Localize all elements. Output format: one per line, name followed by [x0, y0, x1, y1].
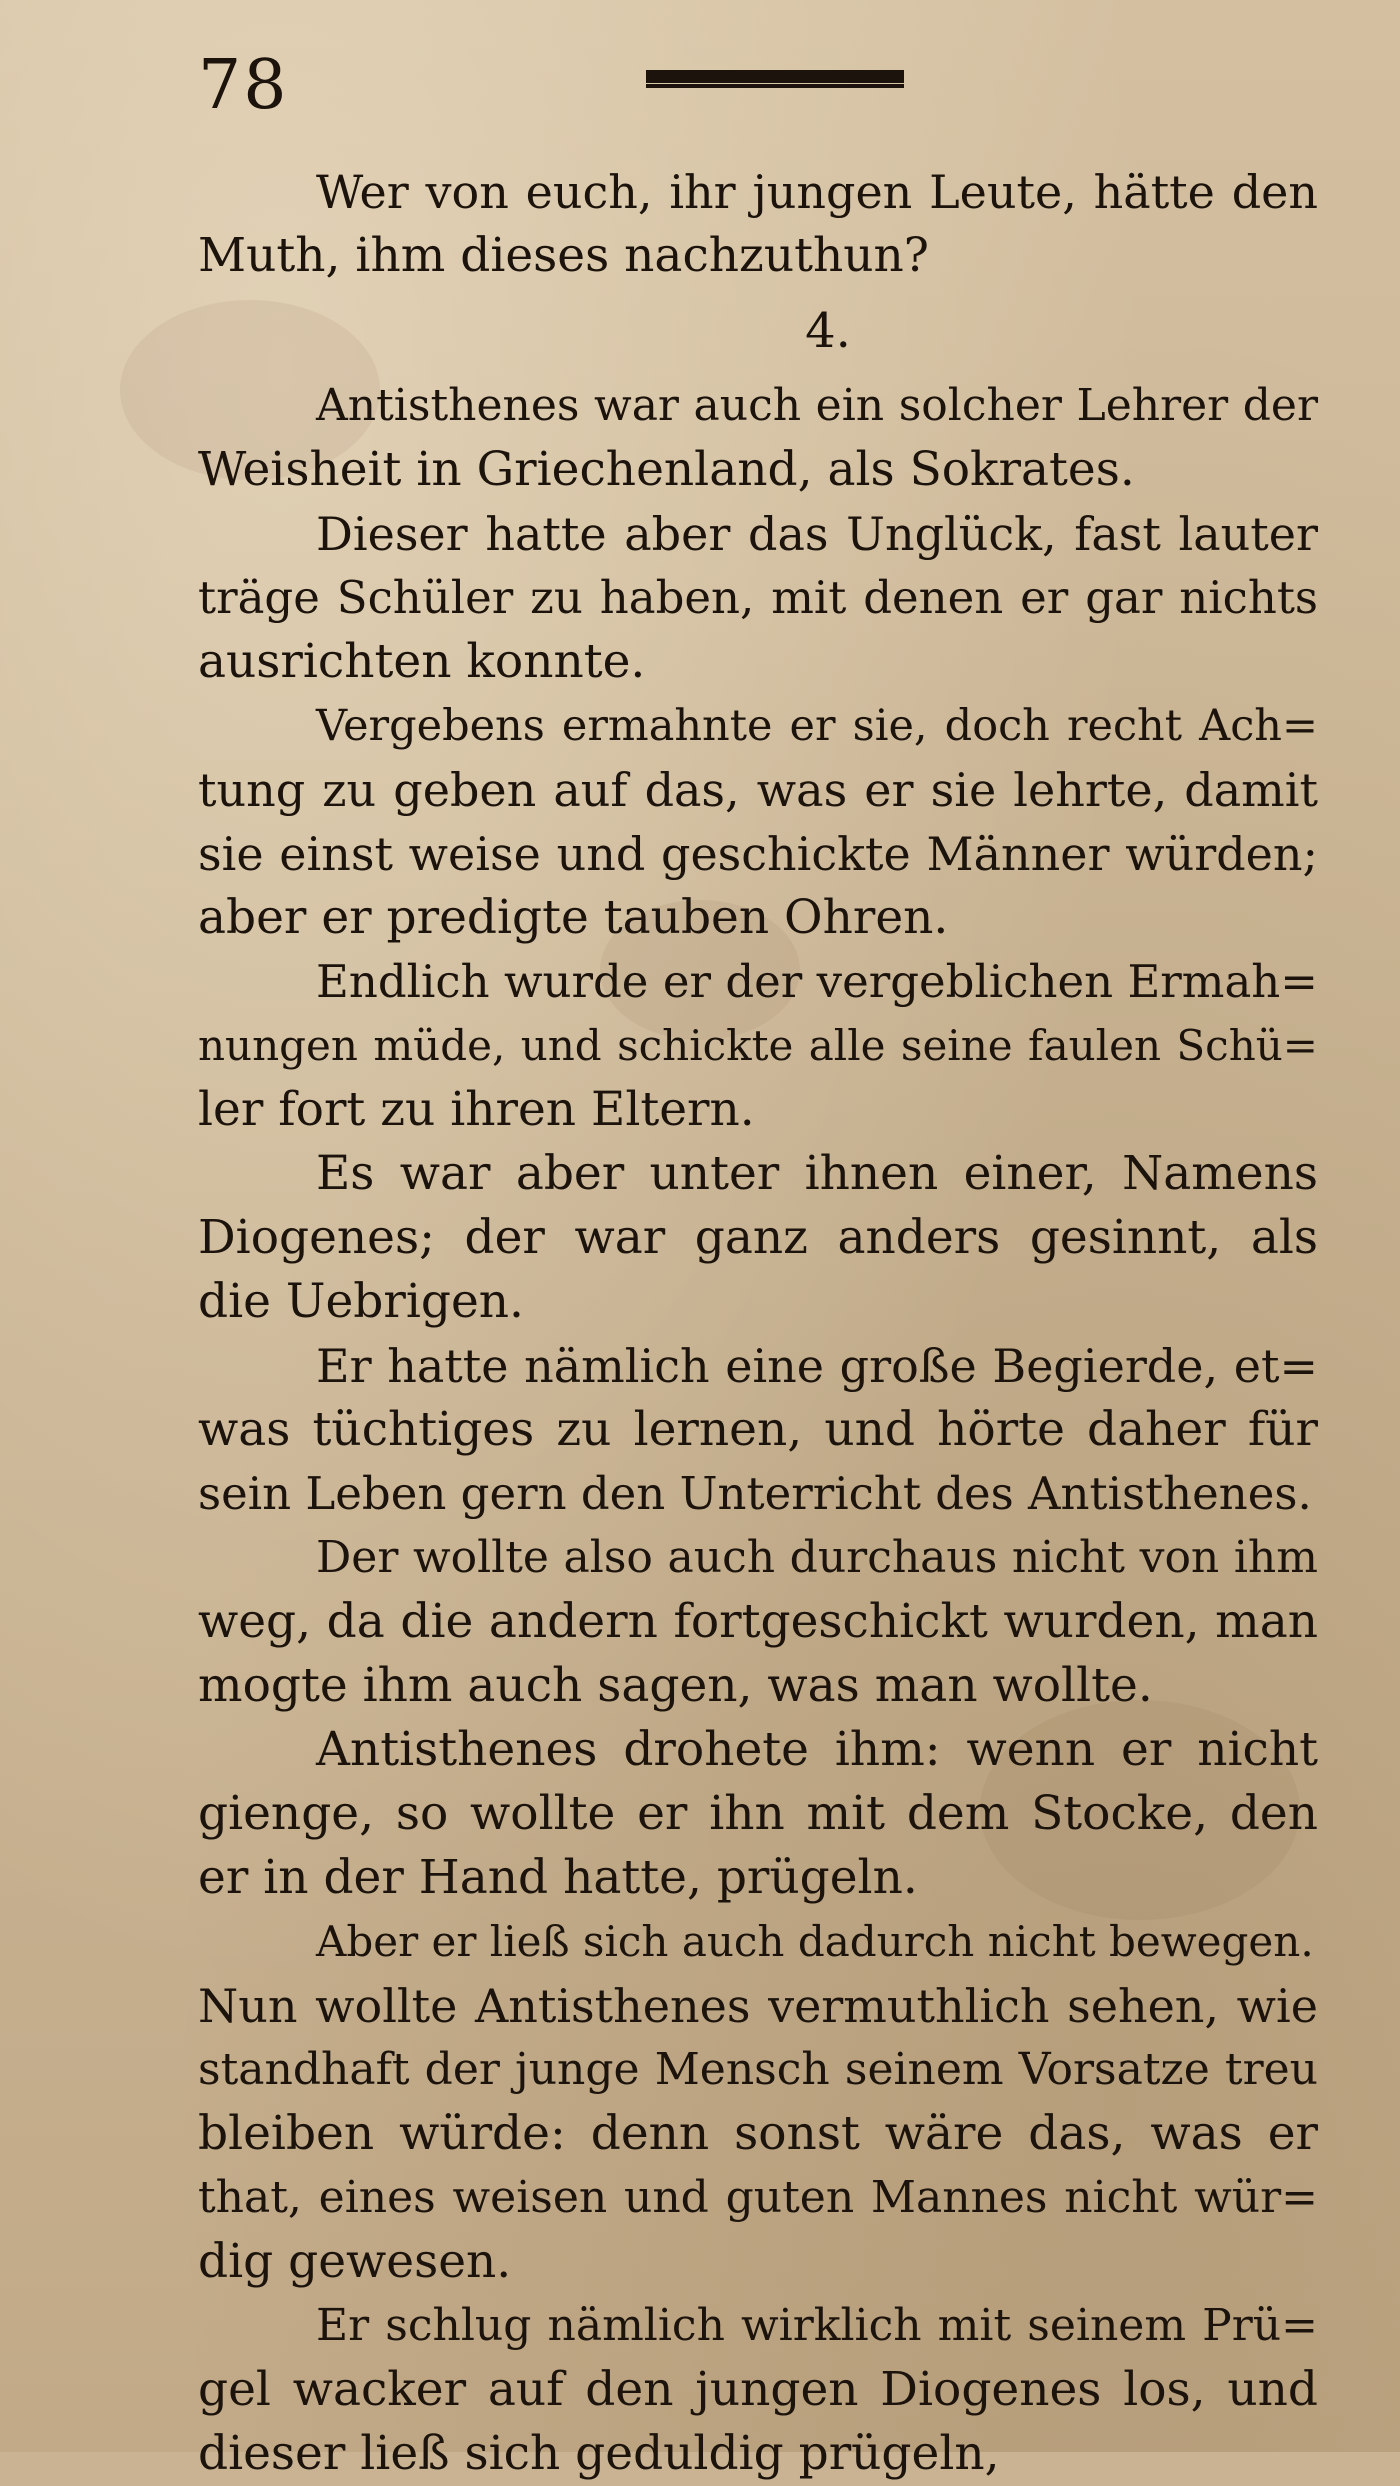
text-line: bleiben würde: denn sonst wäre das, was er — [198, 2106, 1318, 2161]
text-line: dieser ließ sich geduldig prügeln, — [198, 2426, 1000, 2481]
text-line: Der wollte also auch durchaus nicht von ihm — [316, 1532, 1318, 1583]
text-line: Dieser hatte aber das Unglück, fast lauter — [316, 507, 1318, 561]
text-line: Muth, ihm dieses nachzuthun? — [198, 228, 929, 283]
text-line: Nun wollte Antisthenes vermuthlich sehen, wie — [198, 1979, 1318, 2033]
text-line: Diogenes; der war ganz anders gesinnt, als — [198, 1210, 1318, 1265]
text-line: ausrichten konnte. — [198, 634, 646, 689]
text-line: träge Schüler zu haben, mit denen er gar nichts — [198, 571, 1318, 624]
text-line: gienge, so wollte er ihn mit dem Stocke, den — [198, 1786, 1318, 1841]
text-line: tung zu geben auf das, was er sie lehrte, damit — [198, 763, 1318, 817]
text-line: dig gewesen. — [198, 2234, 512, 2289]
text-line: Weisheit in Griechenland, als Sokrates. — [198, 442, 1135, 497]
section-number: 4. — [805, 303, 851, 359]
text-line: Er hatte nämlich eine große Begierde, et= — [316, 1339, 1318, 1393]
body-text — [198, 160, 1318, 2486]
text-line: standhaft der junge Mensch seinem Vorsatze treu — [198, 2044, 1318, 2095]
text-line: weg, da die andern fortgeschickt wurden, man — [198, 1594, 1318, 1649]
text-line: die Uebrigen. — [198, 1274, 524, 1329]
text-line: Endlich wurde er der vergeblichen Ermah= — [316, 955, 1318, 1008]
intro-lines — [198, 160, 1318, 288]
page-number: 78 — [198, 46, 289, 125]
header-rule — [646, 70, 904, 88]
text-line: was tüchtiges zu lernen, und hörte daher für — [198, 1402, 1318, 1457]
text-line: Antisthenes war auch ein solcher Lehrer der — [316, 380, 1318, 431]
text-line: ler fort zu ihren Eltern. — [198, 1082, 755, 1137]
text-line: Vergebens ermahnte er sie, doch recht Ach= — [316, 701, 1318, 751]
text-line: sie einst weise und geschickte Männer würden; — [198, 827, 1318, 881]
text-line: gel wacker auf den jungen Diogenes los, und — [198, 2362, 1318, 2417]
text-line: aber er predigte tauben Ohren. — [198, 890, 949, 945]
text-line: Er schlug nämlich wirklich mit seinem Prü= — [316, 2300, 1318, 2351]
text-line: that, eines weisen und guten Mannes nicht wür= — [198, 2172, 1318, 2223]
text-line: Wer von euch, ihr jungen Leute, hätte den — [316, 165, 1318, 219]
section-body-lines — [198, 374, 1318, 2486]
text-line: nungen müde, und schickte alle seine faulen Schü= — [198, 1021, 1318, 1070]
text-line: mogte ihm auch sagen, was man wollte. — [198, 1658, 1153, 1713]
text-line: Es war aber unter ihnen einer, Namens — [316, 1146, 1318, 1201]
text-line: Aber er ließ sich auch dadurch nicht bewegen. — [316, 1917, 1314, 1966]
text-line: er in der Hand hatte, prügeln. — [198, 1850, 918, 1905]
text-line: Antisthenes drohete ihm: wenn er nicht — [316, 1722, 1318, 1777]
text-line: sein Leben gern den Unterricht des Antisthenes. — [198, 1467, 1312, 1520]
